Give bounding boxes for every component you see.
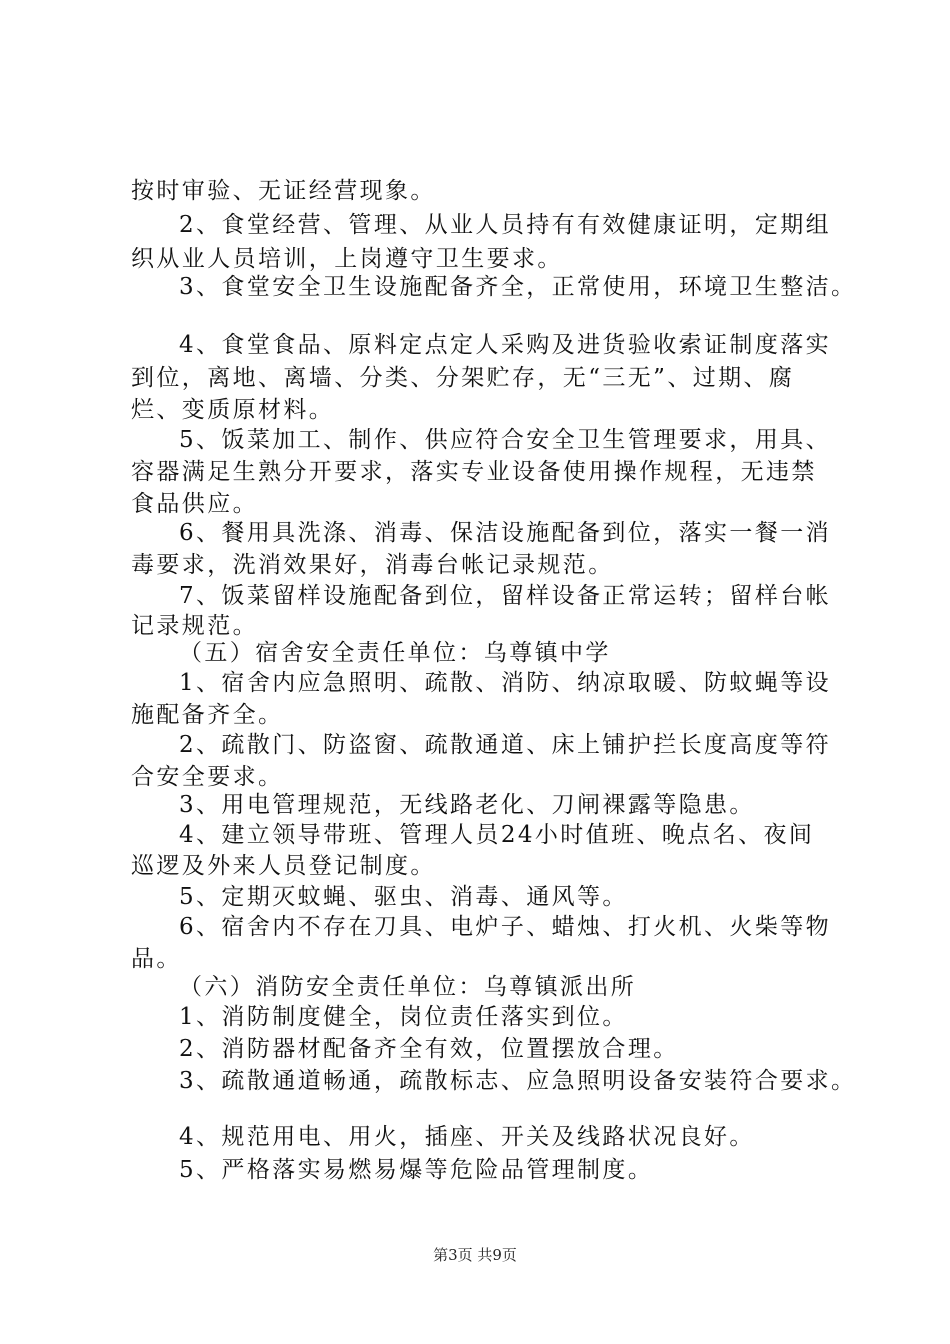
text-line: 施配备齐全。 [131,702,284,728]
text-line: 6、餐用具洗涤、消毒、保洁设施配备到位，落实一餐一消 [179,520,832,546]
text-line: 7、饭菜留样设施配备到位，留样设备正常运转；留样台帐 [179,583,832,609]
section-heading: （六）消防安全责任单位：乌尊镇派出所 [179,974,637,1000]
text-line: 烂、变质原材料。 [131,397,335,423]
text-line: 5、饭菜加工、制作、供应符合安全卫生管理要求，用具、 [179,427,832,453]
text-line: 4、规范用电、用火，插座、开关及线路状况良好。 [179,1124,755,1150]
text-line: 3、用电管理规范，无线路老化、刀闸裸露等隐患。 [179,792,755,818]
text-line: 5、严格落实易燃易爆等危险品管理制度。 [179,1157,654,1183]
text-line: 6、宿舍内不存在刀具、电炉子、蜡烛、打火机、火柴等物 [179,914,832,940]
text-line: 2、食堂经营、管理、从业人员持有有效健康证明，定期组 [179,212,832,238]
text-line: 3、疏散通道畅通，疏散标志、应急照明设备安装符合要求。 [179,1068,857,1094]
text-line: 合安全要求。 [131,764,284,790]
text-line: 2、疏散门、防盗窗、疏散通道、床上铺护拦长度高度等符 [179,732,832,758]
page-number: 第3页 共9页 [433,1246,517,1264]
text-line: 2、消防器材配备齐全有效，位置摆放合理。 [179,1036,679,1062]
text-line: 4、建立领导带班、管理人员24小时值班、晚点名、夜间 [179,822,815,848]
text-line: 1、消防制度健全，岗位责任落实到位。 [179,1004,628,1030]
text-line: 织从业人员培训，上岗遵守卫生要求。 [131,246,563,272]
text-line: 到位，离地、离墙、分类、分架贮存，无“三无”、过期、腐 [131,365,795,391]
text-line: 3、食堂安全卫生设施配备齐全，正常使用，环境卫生整洁。 [179,274,857,300]
text-line: 食品供应。 [131,491,258,517]
text-line: 品。 [131,946,182,972]
text-line: 按时审验、无证经营现象。 [131,178,436,204]
text-line: 4、食堂食品、原料定点定人采购及进货验收索证制度落实 [179,332,832,358]
section-heading: （五）宿舍安全责任单位：乌尊镇中学 [179,640,611,666]
text-line: 1、宿舍内应急照明、疏散、消防、纳凉取暖、防蚊蝇等设 [179,670,832,696]
text-line: 巡逻及外来人员登记制度。 [131,853,436,879]
text-line: 容器满足生熟分开要求，落实专业设备使用操作规程，无违禁 [131,459,817,485]
text-line: 毒要求，洗消效果好，消毒台帐记录规范。 [131,552,614,578]
text-line: 记录规范。 [131,613,258,639]
text-line: 5、定期灭蚊蝇、驱虫、消毒、通风等。 [179,884,628,910]
